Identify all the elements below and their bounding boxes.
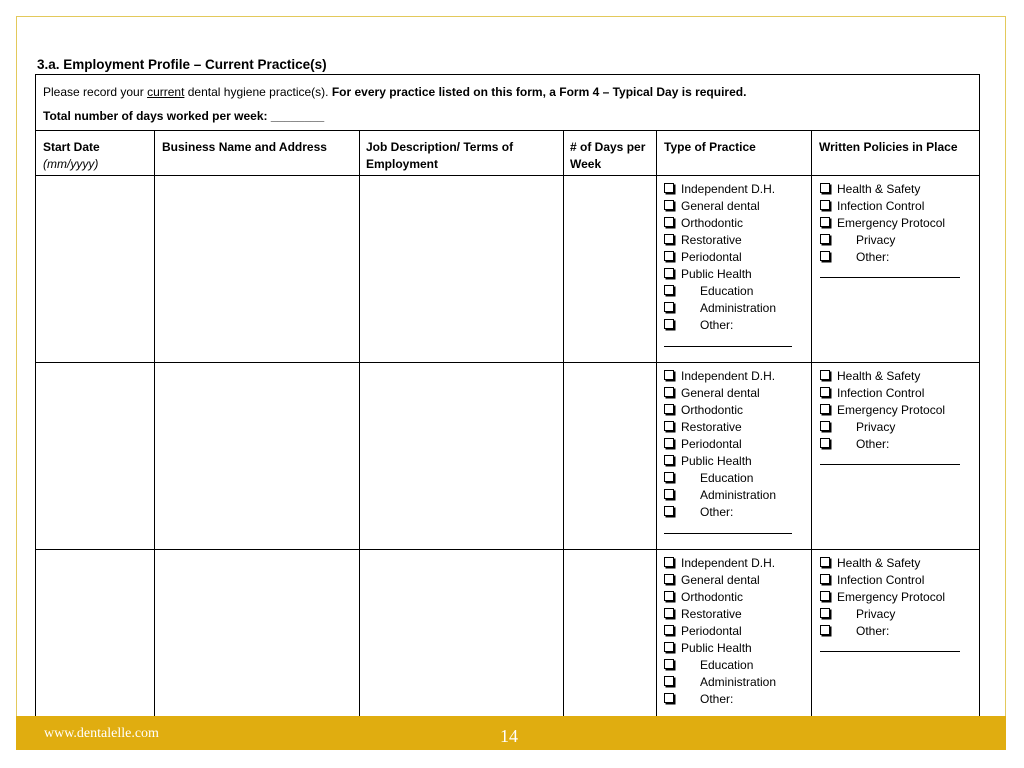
header-written-policies: Written Policies in Place — [819, 140, 958, 154]
col-divider — [563, 131, 564, 735]
practice-option[interactable]: Public Health — [664, 266, 792, 283]
header-job-description: Job Description/ Terms of Employment — [366, 140, 514, 171]
policy-option[interactable]: Health & Safety — [820, 555, 960, 572]
checkbox-icon[interactable] — [820, 183, 830, 193]
practice-option[interactable]: Independent D.H. — [664, 555, 792, 572]
checkbox-icon[interactable] — [664, 608, 674, 618]
policy-options — [820, 555, 960, 652]
checkbox-icon[interactable] — [664, 183, 674, 193]
intro-section — [36, 75, 979, 131]
col-divider — [656, 131, 657, 735]
checkbox-icon[interactable] — [664, 489, 674, 499]
practice-option[interactable]: Periodontal — [664, 623, 792, 640]
practice-type-options — [664, 181, 792, 347]
other-blank-line[interactable] — [664, 346, 792, 347]
checkbox-icon[interactable] — [664, 370, 674, 380]
checkbox-icon[interactable] — [664, 319, 674, 329]
checkbox-icon[interactable] — [820, 251, 830, 261]
checkbox-icon[interactable] — [664, 455, 674, 465]
checkbox-icon[interactable] — [820, 438, 830, 448]
checkbox-icon[interactable] — [820, 608, 830, 618]
checkbox-icon[interactable] — [664, 625, 674, 635]
form-title: 3.a. Employment Profile – Current Practice(s) — [37, 57, 327, 72]
policy-option[interactable]: Infection Control — [820, 385, 960, 402]
col-divider — [811, 131, 812, 735]
policy-option[interactable]: Emergency Protocol — [820, 402, 960, 419]
header-type-of-practice: Type of Practice — [664, 140, 756, 154]
checkbox-icon[interactable] — [820, 574, 830, 584]
checkbox-icon[interactable] — [664, 557, 674, 567]
checkbox-icon[interactable] — [664, 234, 674, 244]
policy-options — [820, 181, 960, 278]
checkbox-icon[interactable] — [664, 387, 674, 397]
employment-table — [35, 74, 980, 736]
website-url[interactable]: www.dentalelle.com — [44, 726, 159, 741]
row-divider — [36, 175, 979, 176]
practice-type-options — [664, 555, 792, 721]
policy-option[interactable]: Other: — [820, 249, 960, 266]
row-divider — [36, 549, 979, 550]
checkbox-icon[interactable] — [664, 574, 674, 584]
practice-option[interactable]: Independent D.H. — [664, 368, 792, 385]
practice-option[interactable]: General dental — [664, 572, 792, 589]
checkbox-icon[interactable] — [664, 200, 674, 210]
checkbox-icon[interactable] — [820, 557, 830, 567]
total-days-field[interactable]: Total number of days worked per week: ________ — [43, 109, 325, 123]
policy-option[interactable]: Privacy — [820, 419, 960, 436]
policy-option[interactable]: Health & Safety — [820, 181, 960, 198]
policy-option[interactable]: Other: — [820, 623, 960, 640]
header-business: Business Name and Address — [162, 140, 327, 154]
checkbox-icon[interactable] — [664, 251, 674, 261]
practice-option[interactable]: Administration — [664, 300, 792, 317]
other-blank-line[interactable] — [664, 533, 792, 534]
intro-instructions: Please record your current dental hygiene practice(s). For every practice listed on this form, a Form 4 – Typical Day is required. — [43, 85, 747, 99]
checkbox-icon[interactable] — [820, 387, 830, 397]
checkbox-icon[interactable] — [664, 659, 674, 669]
checkbox-icon[interactable] — [664, 591, 674, 601]
checkbox-icon[interactable] — [664, 421, 674, 431]
header-days-per-week: # of Days per Week — [570, 140, 646, 171]
policy-option[interactable]: Privacy — [820, 606, 960, 623]
current-word: current — [147, 85, 185, 99]
form4-requirement: For every practice listed on this form, a Form 4 – Typical Day is required. — [331, 85, 747, 99]
practice-option[interactable]: Orthodontic — [664, 215, 792, 232]
practice-option[interactable]: Periodontal — [664, 436, 792, 453]
checkbox-icon[interactable] — [664, 404, 674, 414]
checkbox-icon[interactable] — [664, 438, 674, 448]
practice-option[interactable]: Public Health — [664, 640, 792, 657]
practice-option[interactable]: Education — [664, 470, 792, 487]
practice-option[interactable]: Restorative — [664, 232, 792, 249]
page-number: 14 — [500, 726, 518, 746]
policy-option[interactable]: Other: — [820, 436, 960, 453]
practice-option[interactable]: Restorative — [664, 606, 792, 623]
row-divider — [36, 362, 979, 363]
other-blank-line[interactable] — [820, 651, 960, 652]
practice-option[interactable]: Education — [664, 283, 792, 300]
practice-option[interactable]: Other: — [664, 317, 792, 334]
checkbox-icon[interactable] — [820, 591, 830, 601]
practice-option[interactable]: Public Health — [664, 453, 792, 470]
col-divider — [154, 131, 155, 735]
checkbox-icon[interactable] — [820, 625, 830, 635]
checkbox-icon[interactable] — [664, 472, 674, 482]
practice-option[interactable]: Independent D.H. — [664, 181, 792, 198]
practice-option[interactable]: Administration — [664, 674, 792, 691]
policy-option[interactable]: Infection Control — [820, 572, 960, 589]
practice-option[interactable]: Restorative — [664, 419, 792, 436]
other-blank-line[interactable] — [820, 277, 960, 278]
checkbox-icon[interactable] — [820, 234, 830, 244]
checkbox-icon[interactable] — [664, 676, 674, 686]
other-blank-line[interactable] — [820, 464, 960, 465]
checkbox-icon[interactable] — [664, 506, 674, 516]
practice-option[interactable]: General dental — [664, 198, 792, 215]
checkbox-icon[interactable] — [820, 370, 830, 380]
header-start-date: Start Date (mm/yyyy) — [43, 140, 100, 171]
practice-option[interactable]: Administration — [664, 487, 792, 504]
checkbox-icon[interactable] — [820, 200, 830, 210]
checkbox-icon[interactable] — [820, 421, 830, 431]
checkbox-icon[interactable] — [664, 302, 674, 312]
practice-option[interactable]: Orthodontic — [664, 402, 792, 419]
practice-option[interactable]: Other: — [664, 504, 792, 521]
checkbox-icon[interactable] — [820, 404, 830, 414]
checkbox-icon[interactable] — [664, 693, 674, 703]
practice-option[interactable]: Orthodontic — [664, 589, 792, 606]
policy-option[interactable]: Health & Safety — [820, 368, 960, 385]
practice-option[interactable]: Periodontal — [664, 249, 792, 266]
policy-option[interactable]: Infection Control — [820, 198, 960, 215]
checkbox-icon[interactable] — [664, 268, 674, 278]
checkbox-icon[interactable] — [820, 217, 830, 227]
policy-options — [820, 368, 960, 465]
practice-option[interactable]: Other: — [664, 691, 792, 708]
col-divider — [359, 131, 360, 735]
practice-option[interactable]: General dental — [664, 385, 792, 402]
checkbox-icon[interactable] — [664, 285, 674, 295]
checkbox-icon[interactable] — [664, 217, 674, 227]
practice-option[interactable]: Education — [664, 657, 792, 674]
practice-type-options — [664, 368, 792, 534]
policy-option[interactable]: Privacy — [820, 232, 960, 249]
checkbox-icon[interactable] — [664, 642, 674, 652]
policy-option[interactable]: Emergency Protocol — [820, 215, 960, 232]
policy-option[interactable]: Emergency Protocol — [820, 589, 960, 606]
